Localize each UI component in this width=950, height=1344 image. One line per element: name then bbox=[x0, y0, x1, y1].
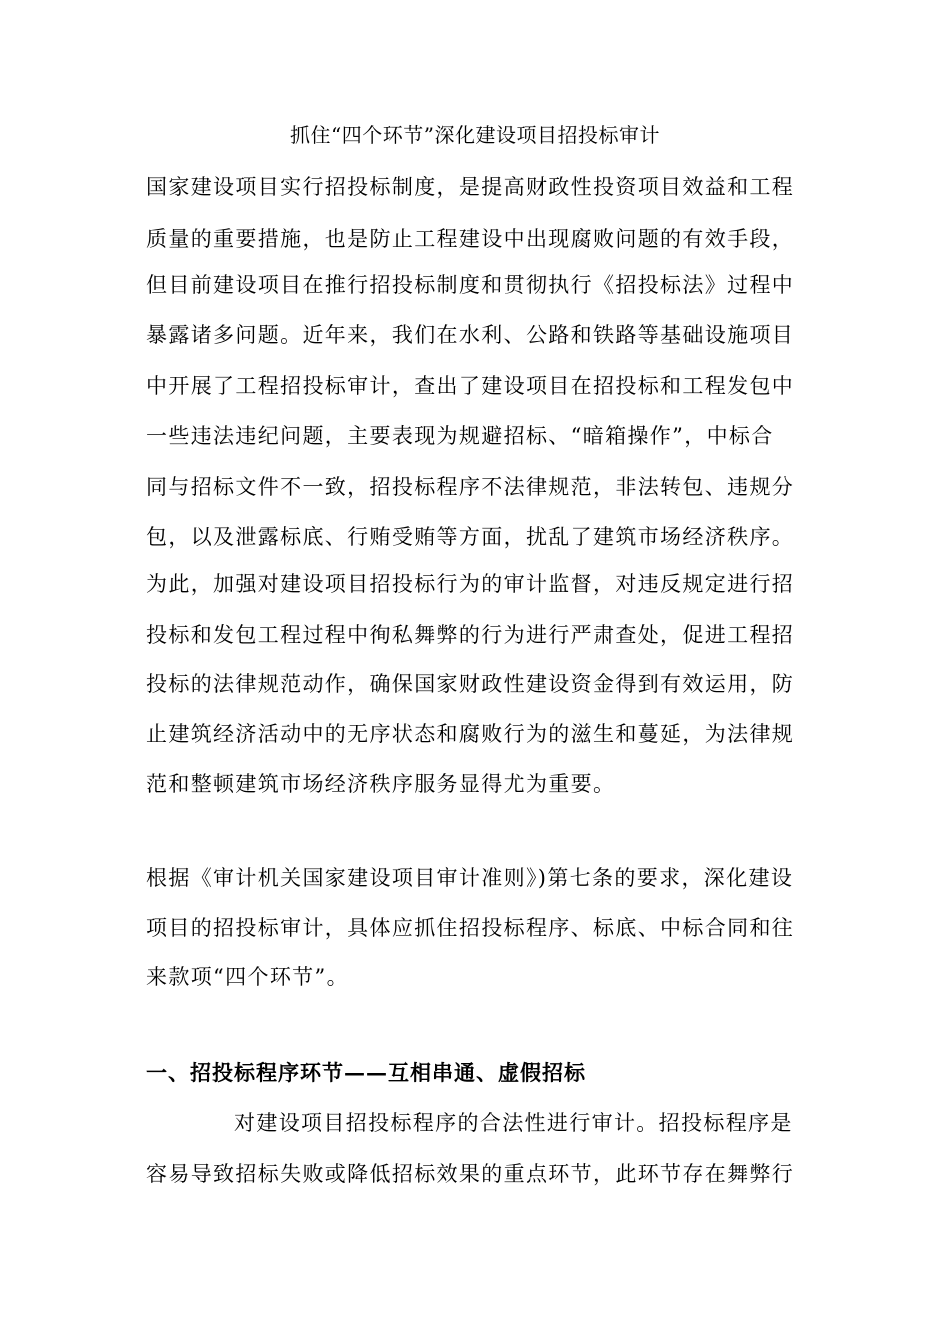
paragraph-line: 为此，加强对建设项目招投标行为的审计监督，对违反规定进行招 bbox=[146, 572, 795, 596]
paragraph-line: 止建筑经济活动中的无序状态和腐败行为的滋生和蔓延，为法律规 bbox=[146, 722, 795, 746]
paragraph-line: 根据《审计机关国家建设项目审计准则》)第七条的要求，深化建设 bbox=[146, 866, 794, 890]
paragraph-line: 中开展了工程招投标审计，查出了建设项目在招投标和工程发包中 bbox=[146, 374, 795, 398]
paragraph-line: 但目前建设项目在推行招投标制度和贯彻执行《招投标法》过程中 bbox=[146, 273, 795, 297]
paragraph-line: 国家建设项目实行招投标制度，是提高财政性投资项目效益和工程 bbox=[146, 175, 795, 199]
paragraph-line: 对建设项目招投标程序的合法性进行审计。招投标程序是 bbox=[234, 1111, 793, 1135]
paragraph-line: 投标的法律规范动作，确保国家财政性建设资金得到有效运用，防 bbox=[146, 672, 795, 696]
paragraph-line: 暴露诸多问题。近年来，我们在水利、公路和铁路等基础设施项目 bbox=[146, 323, 795, 347]
paragraph-line: 投标和发包工程过程中徇私舞弊的行为进行严肃查处，促进工程招 bbox=[146, 623, 795, 647]
paragraph-line: 包，以及泄露标底、行贿受贿等方面，扰乱了建筑市场经济秩序。 bbox=[146, 525, 795, 549]
paragraph-line: 质量的重要措施，也是防止工程建设中出现腐败问题的有效手段， bbox=[146, 227, 795, 251]
paragraph-line: 同与招标文件不一致，招投标程序不法律规范，非法转包、违规分 bbox=[146, 475, 795, 499]
paragraph-line: 范和整顿建筑市场经济秩序服务显得尤为重要。 bbox=[146, 772, 616, 796]
document-title: 抓住“四个环节”深化建设项目招投标审计 bbox=[290, 123, 660, 147]
section-heading: 一、招投标程序环节——互相串通、虚假招标 bbox=[146, 1060, 586, 1085]
paragraph-line: 一些违法违纪问题，主要表现为规避招标、“暗箱操作”，中标合 bbox=[146, 424, 774, 448]
paragraph-line: 项目的招投标审计，具体应抓住招投标程序、标底、中标合同和往 bbox=[146, 916, 795, 940]
paragraph-line: 来款项“四个环节”。 bbox=[146, 965, 349, 989]
paragraph-line: 容易导致招标失败或降低招标效果的重点环节，此环节存在舞弊行 bbox=[146, 1162, 795, 1186]
